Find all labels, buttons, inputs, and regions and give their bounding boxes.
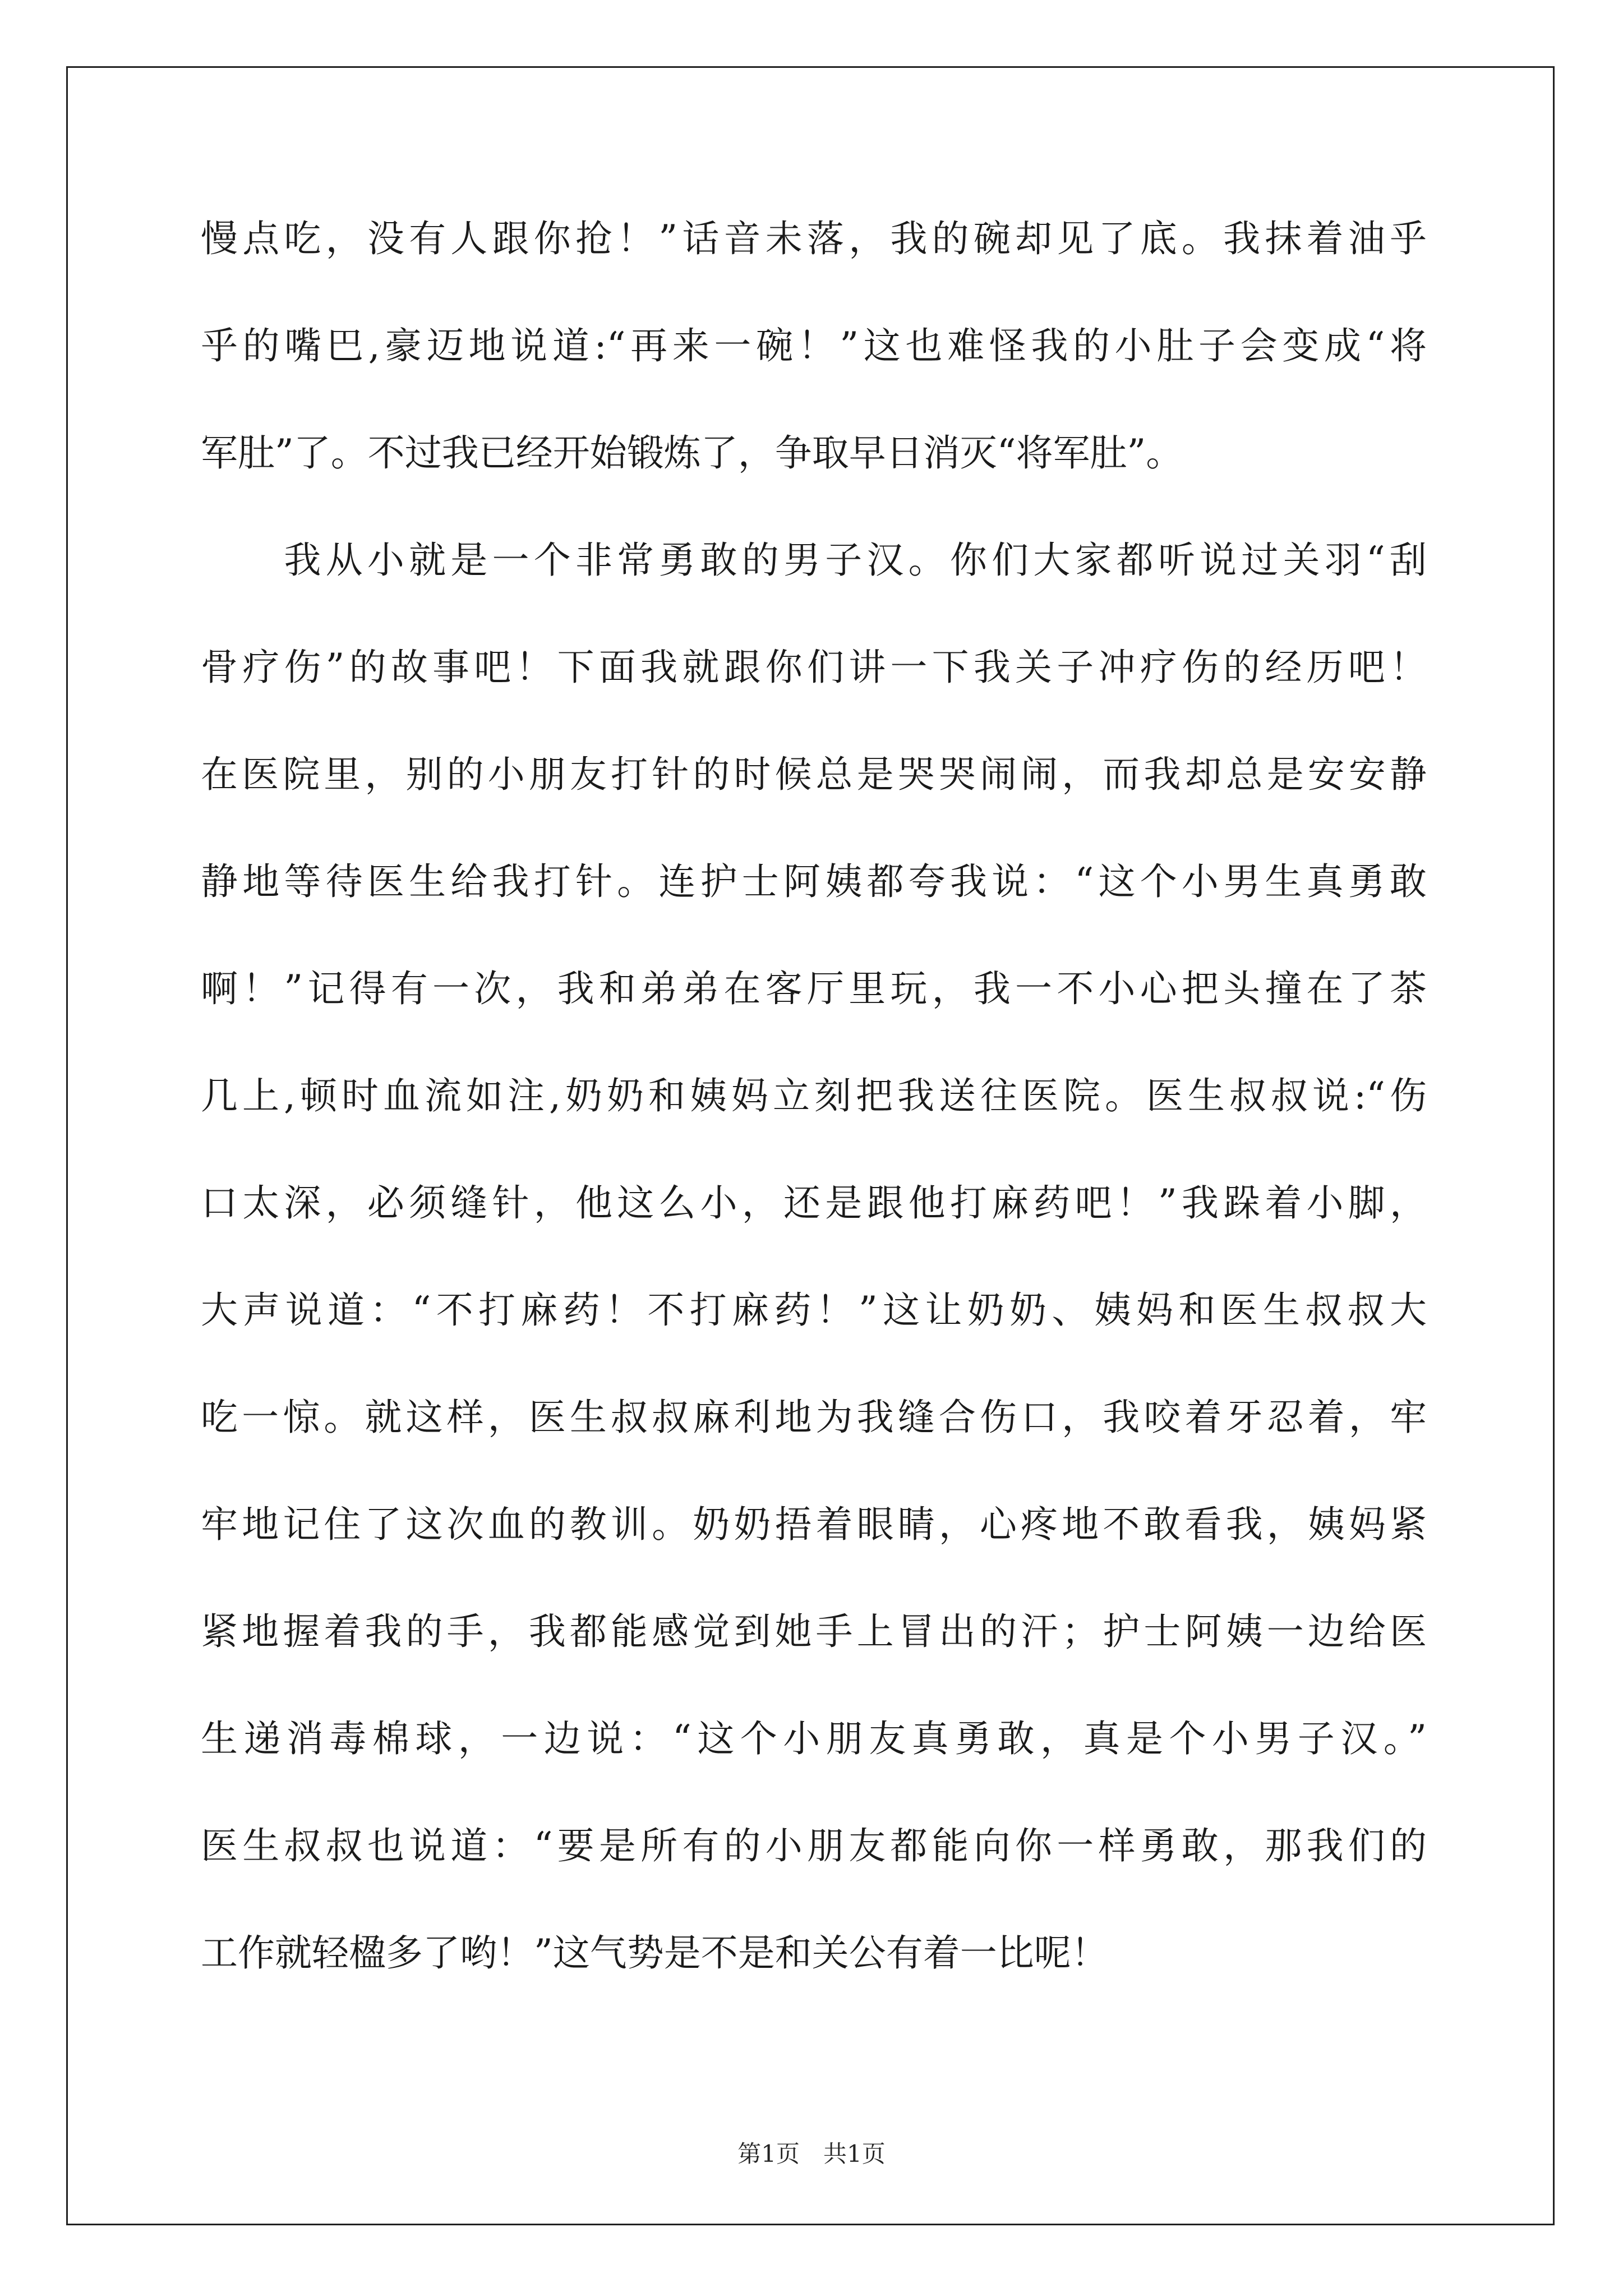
page-number-footer: 第1页 共1页 [737, 2140, 886, 2168]
essay-line-5: 骨疗伤”的故事吧！下面我就跟你们讲一下我关子冲疗伤的经历吧！ [201, 646, 1427, 689]
essay-line-14: 紧地握着我的手，我都能感觉到她手上冒出的汗；护士阿姨一边给医 [201, 1610, 1427, 1653]
essay-line-2: 乎的嘴巴,豪迈地说道:“再来一碗！”这也难怪我的小肚子会变成“将 [201, 324, 1427, 367]
essay-line-13: 牢地记住了这次血的教训。奶奶捂着眼睛，心疼地不敢看我，姨妈紧 [201, 1503, 1427, 1546]
essay-line-4: 我从小就是一个非常勇敢的男子汉。你们大家都听说过关羽“刮 [201, 539, 1427, 582]
essay-line-6: 在医院里，别的小朋友打针的时候总是哭哭闹闹，而我却总是安安静 [201, 753, 1427, 796]
essay-line-3: 军肚”了。不过我已经开始锻炼了，争取早日消灭“将军肚”。 [201, 431, 1183, 475]
essay-line-9: 几上,顿时血流如注,奶奶和姨妈立刻把我送往医院。医生叔叔说:“伤 [201, 1074, 1427, 1117]
essay-line-11: 大声说道：“不打麻药！不打麻药！”这让奶奶、姨妈和医生叔叔大 [201, 1289, 1427, 1332]
essay-line-12: 吃一惊。就这样，医生叔叔麻利地为我缝合伤口，我咬着牙忍着，牢 [201, 1396, 1427, 1439]
essay-line-10: 口太深，必须缝针，他这么小，还是跟他打麻药吧！”我跺着小脚， [201, 1181, 1427, 1225]
essay-line-1: 慢点吃，没有人跟你抢！”话音未落，我的碗却见了底。我抹着油乎 [201, 217, 1427, 260]
essay-line-16: 医生叔叔也说道：“要是所有的小朋友都能向你一样勇敢，那我们的 [201, 1824, 1427, 1867]
essay-line-15: 生递消毒棉球，一边说：“这个小朋友真勇敢，真是个小男子汉。” [201, 1717, 1427, 1760]
essay-line-17: 工作就轻楹多了哟！”这气势是不是和关公有着一比呢！ [201, 1931, 1108, 1975]
essay-line-8: 啊！”记得有一次，我和弟弟在客厅里玩，我一不小心把头撞在了茶 [201, 967, 1427, 1010]
essay-body [201, 205, 1427, 2027]
essay-line-7: 静地等待医生给我打针。连护士阿姨都夸我说：“这个小男生真勇敢 [201, 860, 1427, 903]
